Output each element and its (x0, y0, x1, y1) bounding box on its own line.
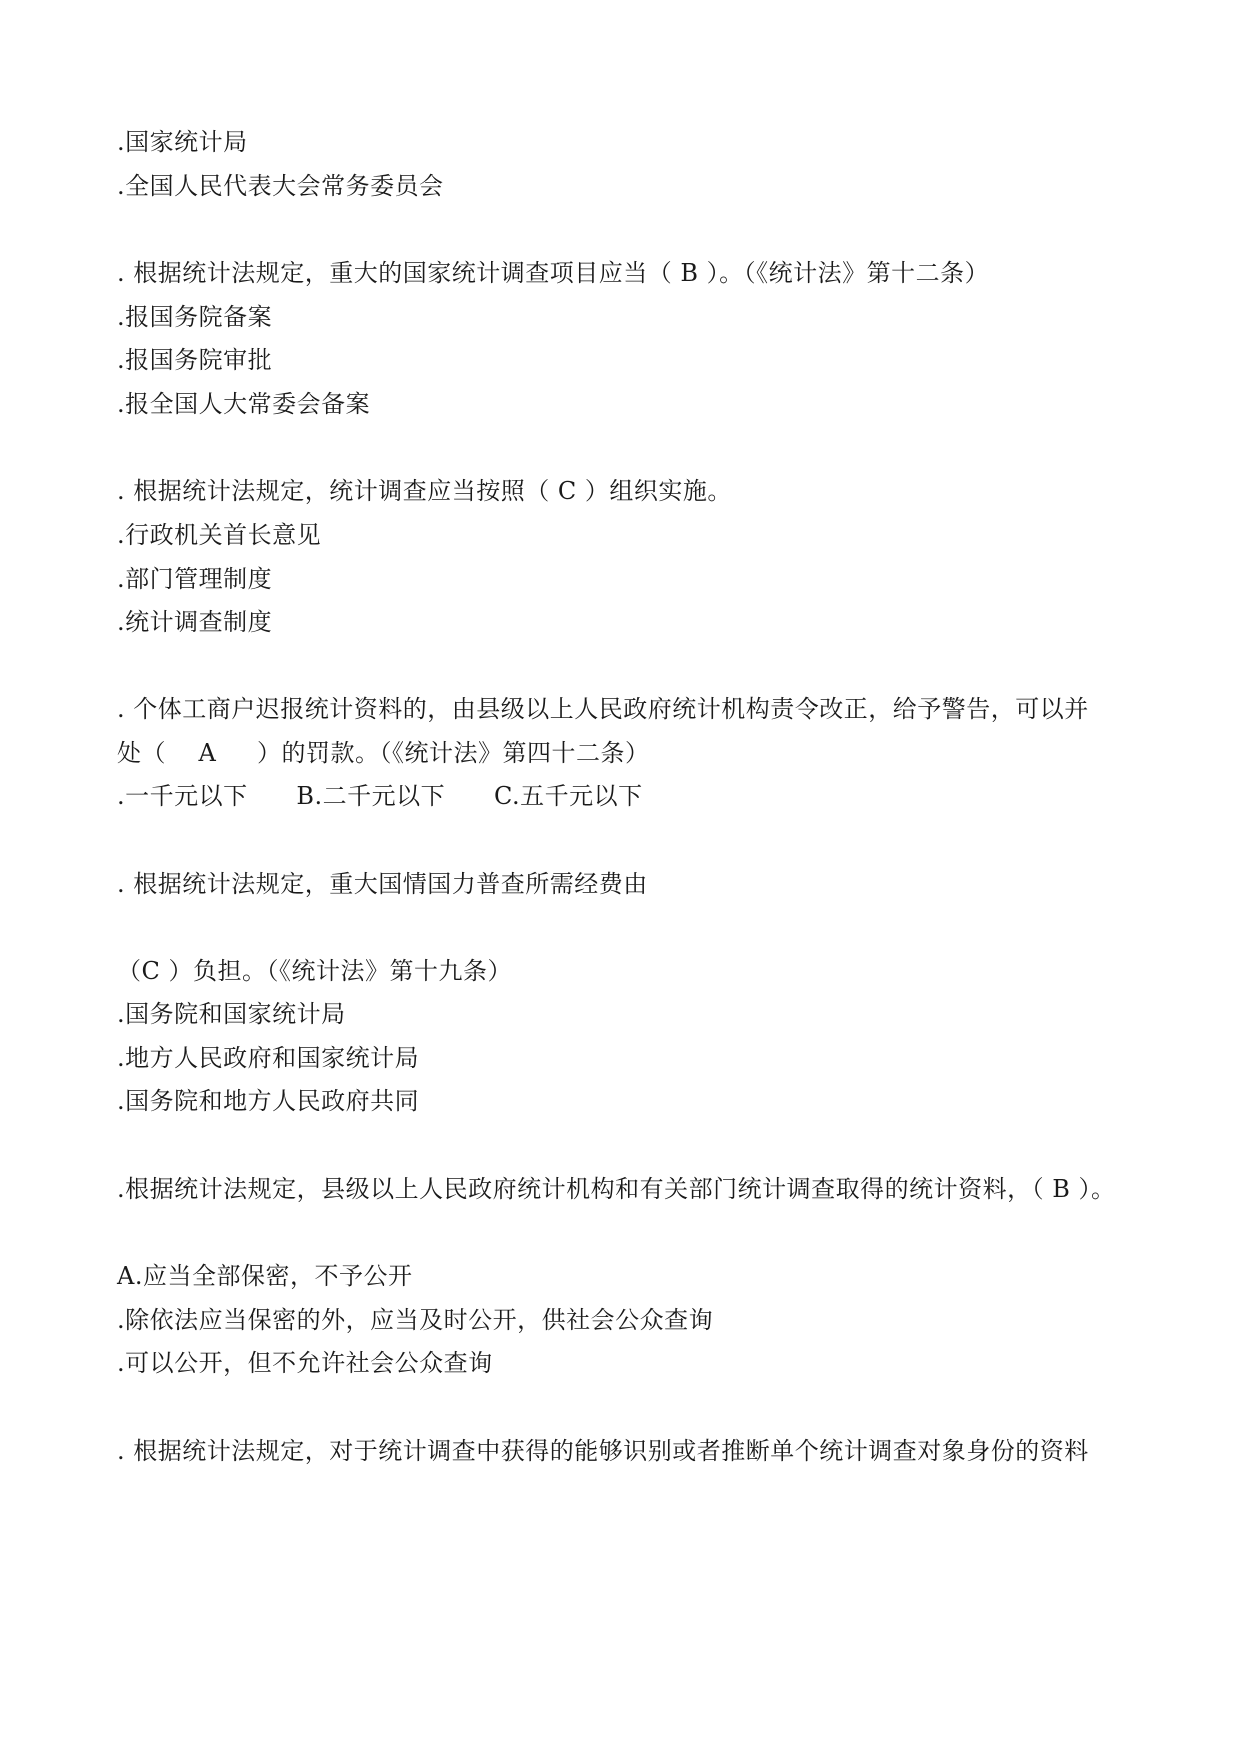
option-line: .报国务院备案 (117, 303, 273, 331)
option-line: .行政机关首长意见 (117, 521, 322, 549)
option-line: .报全国人大常委会备案 (117, 390, 371, 418)
question-line: . 根据统计法规定，对于统计调查中获得的能够识别或者推断单个统计调查对象身份的资料 (117, 1437, 1089, 1465)
question-line: . 个体工商户迟报统计资料的，由县级以上人民政府统计机构责令改正，给予警告，可以并 (117, 695, 1089, 723)
option-line: .国家统计局 (117, 128, 248, 156)
option-line: .可以公开，但不允许社会公众查询 (117, 1349, 493, 1377)
question-line: . 根据统计法规定，重大的国家统计调查项目应当（ B ）。（《统计法》第十二条） (117, 259, 990, 287)
option-line: .除依法应当保密的外，应当及时公开，供社会公众查询 (117, 1306, 714, 1334)
option-line: .全国人民代表大会常务委员会 (117, 172, 444, 200)
question-line: . 根据统计法规定，统计调查应当按照（ C ）组织实施。 (117, 477, 732, 505)
option-line: .国务院和地方人民政府共同 (117, 1087, 420, 1115)
option-line: .国务院和国家统计局 (117, 1000, 346, 1028)
option-line: .地方人民政府和国家统计局 (117, 1044, 420, 1072)
option-line: .统计调查制度 (117, 608, 273, 636)
option-line: .一千元以下 B.二千元以下 C.五千元以下 (117, 782, 643, 810)
question-line: 处（ A ）的罚款。（《统计法》第四十二条） (117, 739, 650, 767)
option-line: .部门管理制度 (117, 565, 273, 593)
option-line: A.应当全部保密，不予公开 (117, 1262, 413, 1290)
option-line: .报国务院审批 (117, 346, 273, 374)
question-line: . 根据统计法规定，重大国情国力普查所需经费由 (117, 870, 648, 898)
question-line: （C ）负担。（《统计法》第十九条） (117, 957, 512, 985)
question-line: .根据统计法规定，县级以上人民政府统计机构和有关部门统计调查取得的统计资料，（ B ）。 (117, 1175, 1116, 1203)
